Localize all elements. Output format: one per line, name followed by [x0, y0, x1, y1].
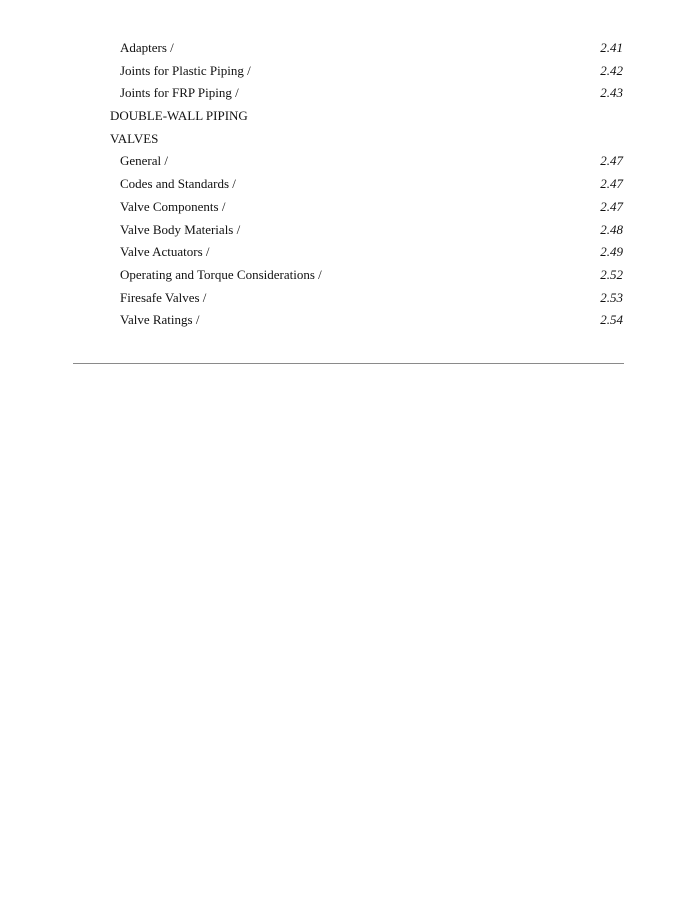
toc-entry-valve-actuators — [0, 242, 695, 265]
toc-section-heading-label: DOUBLE-WALL PIPING — [110, 108, 248, 124]
toc-entry-page-number: 2.42 — [600, 62, 623, 78]
toc-entry-label: Operating and Torque Considerations / — [120, 266, 322, 282]
toc-entry-label: Valve Body Materials / — [120, 221, 241, 237]
toc-entry-firesafe-valves — [0, 288, 695, 311]
toc-entry-label: General / — [120, 153, 169, 169]
toc-entry-joints-for-plastic-piping — [0, 61, 695, 84]
toc-entry-page-number: 2.47 — [600, 176, 623, 192]
toc-entry-page-number: 2.47 — [600, 198, 623, 214]
toc-entry-page-number: 2.52 — [600, 266, 623, 282]
toc-entry-joints-for-frp-piping — [0, 83, 695, 106]
toc-entry-codes-and-standards — [0, 174, 695, 197]
toc-entry-page-number: 2.54 — [600, 312, 623, 328]
toc-entry-label: Valve Ratings / — [120, 312, 200, 328]
toc-section-heading-double-wall-piping — [0, 106, 695, 129]
toc-entry-label: Codes and Standards / — [120, 176, 236, 192]
toc-entry-page-number: 2.41 — [600, 40, 623, 55]
toc-entry-page-number: 2.47 — [600, 153, 623, 169]
toc-entry-label: Valve Components / — [120, 198, 226, 214]
toc-entry-operating-and-torque-considerations — [0, 265, 695, 288]
toc-entry-label: Joints for FRP Piping / — [120, 85, 239, 101]
toc-entry-adapters — [0, 38, 695, 61]
toc-entry-page-number: 2.53 — [600, 289, 623, 305]
toc-entry-label: Valve Actuators / — [120, 244, 210, 260]
toc-entry-label: Firesafe Valves / — [120, 289, 207, 305]
toc-entry-general — [0, 151, 695, 174]
toc-entry-page-number: 2.49 — [600, 244, 623, 260]
toc-section-heading-valves — [0, 129, 695, 152]
toc-section-heading-label: VALVES — [110, 130, 159, 146]
toc-entry-label: Adapters / — [120, 40, 174, 55]
toc-entry-page-number: 2.43 — [600, 85, 623, 101]
toc-entry-label: Joints for Plastic Piping / — [120, 62, 251, 78]
toc-entry-valve-components — [0, 197, 695, 220]
horizontal-divider — [73, 363, 624, 364]
table-of-contents — [0, 38, 695, 333]
toc-entry-page-number: 2.48 — [600, 221, 623, 237]
toc-entry-valve-body-materials — [0, 220, 695, 243]
toc-entry-valve-ratings — [0, 310, 695, 333]
